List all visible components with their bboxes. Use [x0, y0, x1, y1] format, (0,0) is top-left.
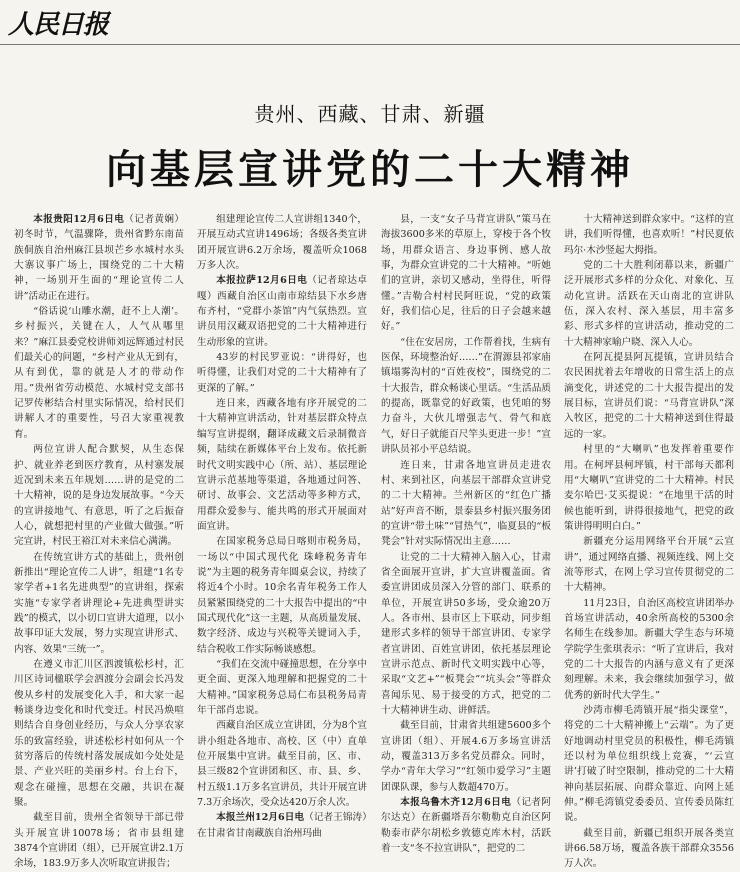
- paragraph-text: “俗话说‘山雕水潮，赶不上人潮’。乡村振兴，关键在人，人气从哪里来？”麻江县委党校讲师刘远辉通过村民们最关心的问题，“乡村产业从无到有，从有到优，靠的就是人才的带动作用。”贵州省劳动模范、水城村党支部书记罗传彬结合村里实际情况，给村民们讲解人才的重要性，号召大家重视教育。: [14, 306, 184, 440]
- article-paragraph: [564, 442, 734, 534]
- paragraph-text: （记者阿尔达克）在新疆塔吾尔勒勒克自治区阿勒泰市萨尔胡松乡敦德克库木村，活跃着一支“冬不拉宣讲队”，把党的二: [381, 797, 552, 855]
- article-paragraph: [197, 810, 367, 841]
- paragraph-text: 十大精神送到群众家中。“这样的宣讲，我们听得懂，也喜欢听！”村民夏依玛尔·木沙竖起大拇指。: [564, 214, 734, 256]
- article-paragraph: [381, 212, 551, 335]
- paragraph-text: 西藏自治区成立宣讲团，分为8个宣讲小组赴各地市、高校、区（中）直单位开展集中宣讲。截至目前，区、市、县三级82个宣讲团和区、市、县、乡、村五级1.1万多名宣讲员，共计开展宣讲7.3万余场次，受众达420万余人次。: [197, 720, 367, 809]
- article-subhead: 贵州、西藏、甘肃、新疆: [254, 102, 486, 126]
- article-paragraph: [564, 596, 734, 703]
- article-paragraph: [564, 212, 734, 258]
- paragraph-text: 11月23日，自治区高校宣讲团举办首场宣讲活动，40余所高校的5300余名师生在线参加。新疆大学生态与环境学院学生张琪表示：“听了宣讲后，我对党的二十大报告的内涵与意义有了更深刻理解。未来，我会继续加强学习，做优秀的新时代大学生。”: [564, 597, 734, 701]
- article-column-4: [564, 212, 734, 870]
- paragraph-text: 党的二十大胜利闭幕以来，新疆广泛开展形式多样的分众化、对象化、互动化宣讲。活跃在天山南北的宣讲队伍，深入农村、深入基层，用丰富多彩、形式多样的宣讲活动，推动党的二十大精神家喻户晓、深入人心。: [564, 260, 734, 348]
- paragraph-text: （记者王锦涛）在甘肃省甘南藏族自治州玛曲: [197, 812, 368, 839]
- article-paragraph: [381, 458, 551, 550]
- paragraph-text: 连日来，西藏各地有序开展党的二十大精神宣讲活动，针对基层群众特点编写宣讲提纲，翻译成藏文后录制微音频，陆续在新媒体平台上发布。依托新时代文明实践中心（所、站）、基层理论宣讲示范基地等渠道，各地通过问答、研讨、故事会、文艺活动等多种方式，用群众爱参与、能共鸣的形式开展面对面宣讲。: [197, 398, 367, 532]
- header-rule: [0, 44, 740, 45]
- article-paragraph: [14, 810, 184, 871]
- paragraph-text: 新疆充分运用网络平台开展“云宣讲”，通过网络直播、视频连线、网上交流等形式，在网上学习宣传贯彻党的二十大精神。: [564, 536, 734, 594]
- article-paragraph: [14, 304, 184, 442]
- dateline: 本报乌鲁木齐12月6日电: [400, 797, 512, 809]
- paragraph-text: （记者琼达卓嘎）西藏自治区山南市琼结县下水乡唐布齐村，“党群小茶馆”内气氛热烈。宣讲员用汉藏双语把党的二十大精神进行生动形象的宣讲。: [197, 275, 368, 348]
- paragraph-text: 43岁的村民罗亚说：“讲得好，也听得懂，让我们对党的二十大精神有了更深的了解。”: [197, 352, 367, 394]
- article-paragraph: [197, 273, 367, 350]
- article-column-1: [14, 212, 185, 870]
- article-paragraph: [197, 350, 367, 396]
- article-paragraph: [564, 350, 734, 442]
- dateline: 本报兰州12月6日电: [216, 812, 305, 824]
- article-paragraph: [381, 718, 551, 795]
- paragraph-text: 沙湾市柳毛湾镇开展“指尖课堂”，将党的二十大精神搬上“云端”。为了更好地调动村里党员的积极性，柳毛湾镇还以村为单位组织线上竞赛，“‘云宣讲’打破了时空限制，推动党的二十大精神向基层拓展、向群众靠近、向网上延伸。”柳毛湾镇党委委员、宣传委员陈红说。: [564, 705, 734, 824]
- paragraph-text: 截至目前，甘肃省共组建5600多个宣讲团（组）、开展4.6万多场宣讲活动，覆盖313万多名党员群众。同时，学办“青年大学习”“红领巾爱学习”主题团课队课，参与人数超470万。: [381, 720, 551, 793]
- article-column-3: [381, 212, 552, 855]
- paragraph-text: “住在安居房，工作帮着找，生病有医保，环境整治好……”在渭源县祁家庙镇塌雾沟村的“百姓夜校”，围绕党的二十大报告，群众畅谈心里话。“生活品质的提高，既靠党的好政策，也凭咱的努力奋斗，大伙儿增强志气、骨气和底气，好日子就能百尺竿头更进一步！”宣讲队员祁小平总结说。: [381, 336, 551, 456]
- paragraph-text: 在传统宣讲方式的基础上，贵州创新推出“理论宣传二人讲”，组建“1名专家学者+1名先进典型”的宣讲组，探索实施“专家学者讲理论+先进典型讲实践”的模式，以小切口宣讲大道理，以小故事印证大发展，努力实现宣讲形式、内容、效果“三统一”。: [14, 551, 184, 655]
- paragraph-text: 在国家税务总局日喀则市税务局，一场以“中国式现代化 珠峰税务青年说”为主题的税务青年圆桌会议，持续了将近4个小时。10余名青年税务工作人员紧紧围绕党的二十大报告中提出的“中国式现代化”这一主题，从高质量发展、数字经济、成边与兴税等关键词入手，结合税收工作实际畅谈感想。: [197, 536, 367, 655]
- article-paragraph: [381, 335, 551, 458]
- article-paragraph: [564, 534, 734, 595]
- paragraph-text: 两位宣讲人配合默契，从生态保护、就业养老到医疗教育，从村寨发展近况到未来五年规划……讲的是党的二十大精神，说的是身边发展故事。“今天的宣讲接地气、有意思，听了之后振奋人心，就想把村里的产业做大做强。”听完宣讲，村民王裕江对未来信心满满。: [14, 444, 184, 548]
- paragraph-text: 组建理论宣传二人宣讲组1340个，开展互动式宣讲1496场；各级各类宣讲团开展宣讲6.2万余场，覆盖听众1068万多人次。: [197, 214, 367, 272]
- article-paragraph: [381, 795, 551, 856]
- paragraph-text: 村里的“大喇叭”也发挥着重要作用。在柯坪县柯坪镇，村干部每天都利用“大喇叭”宣讲党的二十大精神。村民麦尔哈巴·艾买提说：“在地里干活的时候也能听到，讲得很接地气，把党的政策讲得明明白白。”: [564, 444, 734, 532]
- article-column-2: [197, 212, 368, 839]
- article-paragraph: [564, 703, 734, 826]
- paragraph-text: （记者黄娴）初冬时节，气温骤降，贵州省黔东南苗族侗族自治州麻江县坝芒乡水城村水头大寨议事广场上，围绕党的二十大精神，一场别开生面的“理论宣传二人讲”活动正在进行。: [14, 214, 185, 302]
- paragraph-text: 截至目前，新疆已组织开展各类宣讲66.58万场，覆盖各族干部群众3556万人次。: [564, 827, 734, 870]
- dateline: 本报贵阳12月6日电: [33, 214, 125, 225]
- article-paragraph: [14, 442, 184, 549]
- newspaper-masthead: 人民日报: [8, 10, 109, 40]
- paragraph-text: 连日来，甘肃各地宣讲员走进农村、来到社区，向基层干部群众宣讲党的二十大精神。兰州新区的“红色广播站”好声音不断，景泰县乡村振兴服务团的宣讲“带土味”“冒热气”，临夏县的“板凳会”针对实际情况出主意……: [381, 459, 551, 548]
- article-paragraph: [564, 826, 734, 872]
- article-headline: 向基层宣讲党的二十大精神: [106, 147, 634, 193]
- article-paragraph: [197, 396, 367, 534]
- paragraph-text: 县，一支“女子马背宣讲队”策马在海拔3600多米的草原上，穿梭于各个牧场，用群众语言、身边事例、感人故事，为群众宣讲党的二十大精神。“听她们的宣讲，亲切又感动，坐得住，听得懂。”吉勒合村村民阿旺说，“党的政策好，我们信心足，往后的日子会越来越好。”: [381, 214, 551, 333]
- article-paragraph: [197, 657, 367, 718]
- paragraph-text: “我们在交流中碰撞思想，在分享中更全面、更深入地理解和把握党的二十大精神。”国家税务总局仁布县税务局青年干部肖忠说。: [197, 658, 367, 716]
- article-paragraph: [564, 258, 734, 350]
- dateline: 本报拉萨12月6日电: [216, 275, 308, 287]
- article-paragraph: [381, 550, 551, 719]
- paragraph-text: 让党的二十大精神入脑入心，甘肃省全面展开宣讲，扩大宣讲覆盖面。省委宣讲团成员深入分管的部门、联系的单位，开展宣讲50多场，受众逾20万人。各市州、县市区上下联动，同步组建形式多样的领导干部宣讲团、专家学者宣讲团、百姓宣讲团，依托基层理论宣讲示范点、新时代文明实践中心等，采取“文艺+”“板凳会”“坑头会”等群众喜闻乐见、易于接受的方式，把党的二十大精神讲生动、讲鲜活。: [381, 551, 551, 716]
- article-paragraph: [14, 550, 184, 657]
- article-paragraph: [14, 657, 184, 810]
- paragraph-text: 在阿瓦提县阿瓦提镇，宣讲员结合农民困扰着去年增收的日常生活上的点滴变化，讲述党的二十大报告提出的发展目标，宣讲员们说：“马背宣讲队”深入牧区，把党的二十大精神送到住得最远的一家。: [564, 352, 734, 440]
- article-paragraph: [197, 718, 367, 810]
- article-paragraph: [197, 534, 367, 657]
- article-paragraph: [14, 212, 184, 304]
- paragraph-text: 截至目前，贵州全省领导干部已带头开展宣讲10078场；省市县组建3874个宣讲团（组），已开展宣讲2.1万余场，183.9万多人次听取宣讲报告；: [14, 812, 184, 870]
- paragraph-text: 在遵义市汇川区泗渡镇松杉村，汇川区诗词楹联学会泗渡分会副会长冯发俊从乡村的发展变化入手，和大家一起畅谈身边变化和时代变迁。村民冯焕喧则结合自身创业经历，与众人分享农家乐的致富经验，讲述松杉村如何从一个贫穷落后的传统村落发展成如今处处是景、产业兴旺的美丽乡村。台上台下，观念在碰撞，思想在交融，共识在凝聚。: [14, 658, 184, 809]
- article-paragraph: [197, 212, 367, 273]
